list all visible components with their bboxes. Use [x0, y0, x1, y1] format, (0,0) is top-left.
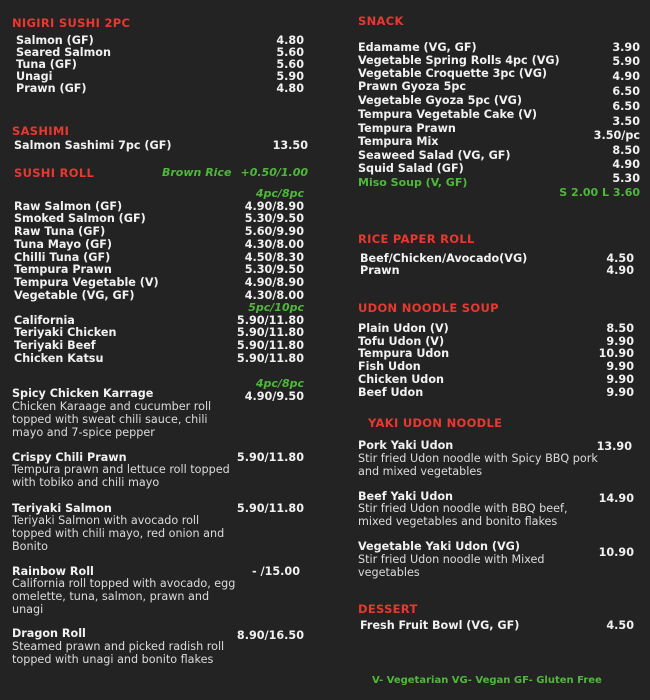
- menu-item-price: 4.50: [606, 252, 634, 265]
- menu-item-description: California roll topped with avocado, egg omelette, tuna, salmon, prawn and unagi: [12, 577, 236, 616]
- menu-item-name: Vegetable Gyoza 5pc (VG): [358, 94, 522, 107]
- menu-item-name: Prawn Gyoza 5pc: [358, 80, 467, 93]
- menu-item-name: Chicken Katsu: [14, 352, 104, 365]
- menu-item-price: 8.50: [612, 144, 640, 157]
- menu-item-price: - /15.00: [251, 565, 300, 578]
- menu-item-price: 3.50/pc: [593, 129, 640, 142]
- sashimi-title: SASHIMI: [12, 124, 70, 138]
- menu-item-name: Prawn: [360, 264, 400, 277]
- menu-item-name: Squid Salad (GF): [358, 162, 464, 175]
- menu-item-name: Unagi: [16, 70, 53, 83]
- menu-item-price: 14.90: [598, 492, 634, 505]
- menu-item-price: 5.30: [612, 172, 640, 185]
- menu-item-price: 5.90/11.80: [236, 352, 304, 365]
- menu-item-name: Salmon Sashimi 7pc (GF): [14, 139, 172, 152]
- menu-item-name: Tofu Udon (V): [358, 335, 445, 348]
- menu-item-price: 5.30/9.50: [244, 263, 304, 276]
- menu-item-price: 5.90/11.80: [236, 326, 304, 339]
- miso-soup-price: S 2.00 L 3.60: [559, 186, 640, 199]
- menu-item-name: Rainbow Roll: [12, 565, 94, 578]
- menu-item-price: 5.90/11.80: [236, 314, 304, 327]
- menu-item-name: Beef/Chicken/Avocado(VG): [360, 252, 528, 265]
- menu-item-price: 13.50: [272, 139, 308, 152]
- menu-item-name: Fish Udon: [358, 360, 421, 373]
- menu-item-price: 13.90: [596, 440, 632, 453]
- menu-item-name: Beef Yaki Udon: [358, 490, 453, 503]
- menu-item-price: 9.90: [606, 373, 634, 386]
- menu-item-price: 9.90: [606, 335, 634, 348]
- dessert-title: DESSERT: [358, 602, 418, 616]
- menu-item-price: 4.90: [606, 264, 634, 277]
- menu-item-description: Teriyaki Salmon with avocado roll topped with chili mayo, red onion and Bonito: [12, 514, 225, 553]
- menu-item-name: Dragon Roll: [12, 627, 86, 640]
- menu-item-name: Plain Udon (V): [358, 322, 449, 335]
- menu-item-price: 6.50: [612, 85, 640, 98]
- menu-item-name: Chicken Udon: [358, 373, 444, 386]
- size-header: 5pc/10pc: [248, 301, 304, 314]
- dietary-legend: V- Vegetarian VG- Vegan GF- Gluten Free: [372, 675, 602, 686]
- rice-paper-title: RICE PAPER ROLL: [358, 232, 475, 246]
- menu-item-name: Pork Yaki Udon: [358, 439, 454, 452]
- menu-item-price: 5.30/9.50: [244, 212, 304, 225]
- menu-item-price: 5.90/11.80: [236, 451, 304, 464]
- menu-item-name: Tempura Vegetable (V): [14, 276, 159, 289]
- menu-item-name: Teriyaki Beef: [14, 339, 96, 352]
- yaki-udon-title: YAKI UDON NOODLE: [368, 416, 503, 430]
- menu-item-price: 5.60/9.90: [244, 225, 304, 238]
- menu-item-price: 4.90/8.90: [244, 276, 304, 289]
- menu-item-price: 5.60: [276, 46, 304, 59]
- menu-item-price: 4.90/9.50: [244, 390, 304, 403]
- menu-item-description: Stir fried Udon noodle with Mixed vegetables: [358, 553, 545, 579]
- brown-rice-price: +0.50/1.00: [240, 166, 308, 179]
- menu-item-name: Seaweed Salad (VG, GF): [358, 149, 511, 162]
- nigiri-title: NIGIRI SUSHI 2PC: [12, 16, 131, 30]
- menu-item-name: Vegetable (VG, GF): [14, 289, 135, 302]
- menu-item-name: Vegetable Yaki Udon (VG): [358, 540, 520, 553]
- menu-item-name: Tempura Mix: [358, 135, 439, 148]
- menu-item-price: 5.60: [276, 58, 304, 71]
- menu-item-name: Salmon (GF): [16, 34, 94, 47]
- menu-item-name: Chilli Tuna (GF): [14, 251, 111, 264]
- menu-item-name: Raw Salmon (GF): [14, 200, 123, 213]
- menu-item-description: Stir fried Udon noodle with BBQ beef, mixed vegetables and bonito flakes: [358, 502, 568, 528]
- menu-item-name: Seared Salmon: [16, 46, 111, 59]
- menu-item-price: 4.90/8.90: [244, 200, 304, 213]
- menu-item-name: Teriyaki Chicken: [14, 326, 117, 339]
- menu-item-name: Beef Udon: [358, 386, 424, 399]
- menu-item-name: Spicy Chicken Karrage: [12, 387, 154, 400]
- brown-rice-label: Brown Rice: [162, 166, 232, 179]
- miso-soup-name: Miso Soup (V, GF): [358, 176, 468, 189]
- menu-item-price: 4.50: [606, 619, 634, 632]
- menu-item-name: California: [14, 314, 75, 327]
- menu-item-name: Smoked Salmon (GF): [14, 212, 146, 225]
- menu-item-price: 8.50: [606, 322, 634, 335]
- menu-item-name: Prawn (GF): [16, 82, 87, 95]
- menu-item-price: 3.50: [612, 115, 640, 128]
- menu-item-price: 3.90: [612, 41, 640, 54]
- menu-item-price: 4.80: [276, 34, 304, 47]
- menu-item-price: 9.90: [606, 386, 634, 399]
- menu-item-price: 4.90: [612, 70, 640, 83]
- menu-item-price: 10.90: [598, 347, 634, 360]
- snack-title: SNACK: [358, 14, 404, 28]
- size-header: 4pc/8pc: [255, 377, 304, 390]
- menu-item-price: 5.90: [612, 55, 640, 68]
- menu-item-name: Tempura Udon: [358, 347, 450, 360]
- size-header: 4pc/8pc: [255, 187, 304, 200]
- menu-item-name: Tempura Prawn: [358, 122, 456, 135]
- menu-item-name: Raw Tuna (GF): [14, 225, 106, 238]
- menu-item-price: 4.30/8.00: [244, 289, 304, 302]
- menu-item-name: Tuna Mayo (GF): [14, 238, 113, 251]
- menu-item-description: Stir fried Udon noodle with Spicy BBQ pork and mixed vegetables: [358, 452, 598, 478]
- menu-item-price: 5.90/11.80: [236, 339, 304, 352]
- menu-item-price: 8.90/16.50: [236, 629, 304, 642]
- menu-item-name: Edamame (VG, GF): [358, 41, 477, 54]
- sushi-roll-title: SUSHI ROLL: [14, 166, 95, 180]
- menu-item-price: 9.90: [606, 360, 634, 373]
- menu-item-name: Tempura Vegetable Cake (V): [358, 108, 538, 121]
- menu-item-description: Chicken Karaage and cucumber roll topped with sweat chili sauce, chili mayo and 7-spice pepper: [12, 400, 212, 439]
- menu-item-price: 4.90: [612, 158, 640, 171]
- menu-item-name: Vegetable Spring Rolls 4pc (VG): [358, 54, 560, 67]
- menu-item-name: Tuna (GF): [16, 58, 77, 71]
- menu-item-description: Tempura prawn and lettuce roll topped with tobiko and chili mayo: [12, 463, 230, 489]
- menu-item-name: Vegetable Croquette 3pc (VG): [358, 67, 547, 80]
- menu-item-price: 5.90/11.80: [236, 502, 304, 515]
- menu-item-name: Crispy Chili Prawn: [12, 451, 127, 464]
- menu-item-price: 4.50/8.30: [244, 251, 304, 264]
- menu-item-price: 5.90: [276, 70, 304, 83]
- menu-item-price: 4.80: [276, 82, 304, 95]
- menu-item-name: Fresh Fruit Bowl (VG, GF): [360, 619, 520, 632]
- menu-item-price: 6.50: [612, 100, 640, 113]
- menu-item-description: Steamed prawn and picked radish roll topped with unagi and bonito flakes: [12, 640, 225, 666]
- menu-item-price: 4.30/8.00: [244, 238, 304, 251]
- menu-item-name: Teriyaki Salmon: [12, 502, 112, 515]
- menu-item-name: Tempura Prawn: [14, 263, 112, 276]
- udon-soup-title: UDON NOODLE SOUP: [358, 301, 499, 315]
- menu-item-price: 10.90: [598, 546, 634, 559]
